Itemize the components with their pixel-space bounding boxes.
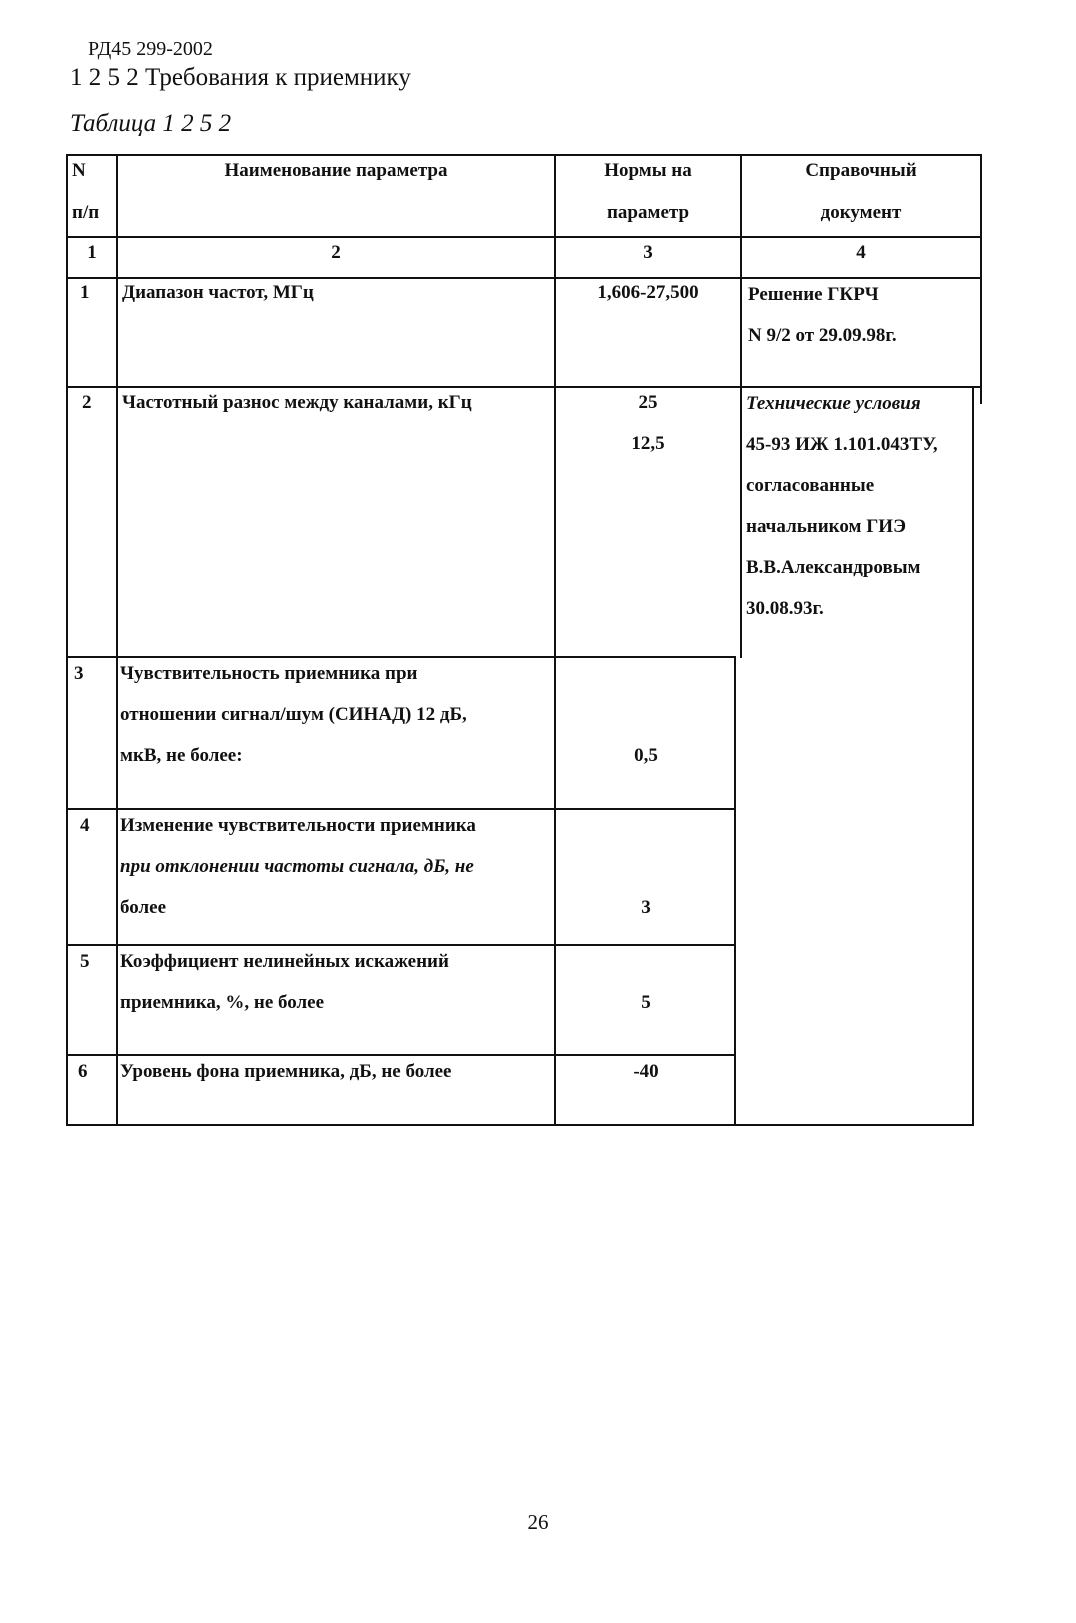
document-code: РД45 299-2002 [88,38,213,60]
row-2-reference: Технические условия 45-93 ИЖ 1.101.043ТУ, согласованные начальником ГИЭ В.В.Александровым 30.08.93г. [746,393,938,619]
col-number-3: 3 [643,242,653,263]
table-border-right [980,154,982,404]
col-number-1: 1 [87,242,97,263]
row-3-number: 3 [74,663,84,684]
row-5-number: 5 [80,951,90,972]
row-6-parameter-name: Уровень фона приемника, дБ, не более [120,1061,452,1082]
row-5-norm: 5 [641,992,651,1013]
row-5-parameter-name: Коэффициент нелинейных искажений приемника, %, не более [120,951,449,1013]
page-number: 26 [527,1510,549,1534]
row-4-number: 4 [80,815,90,836]
col-divider-1 [116,154,118,1126]
header-reference: Справочный документ [805,160,917,223]
table-border-right-lower [972,388,974,1126]
row-4-parameter-name: Изменение чувствительности приемника при отклонении частоты сигнала, дБ, не более [120,815,476,918]
header-number: N п/п [72,160,100,223]
header-norm: Нормы на параметр [604,160,692,223]
col-number-2: 2 [331,242,341,263]
row-1-parameter-name: Диапазон частот, МГц [122,282,314,303]
col-number-4: 4 [856,242,866,263]
row-6-norm: -40 [633,1061,659,1082]
row-1-norm: 1,606-27,500 [597,282,699,303]
section-title: 1 2 5 2 Требования к приемнику [70,64,411,91]
row-4-norm: 3 [641,897,651,918]
row-6-number: 6 [78,1061,88,1082]
row-1-reference: Решение ГКРЧ N 9/2 от 29.09.98г. [748,284,897,346]
table-caption: Таблица 1 2 5 2 [70,110,232,137]
row-2-number: 2 [82,392,92,413]
row-2-parameter-name: Частотный разнос между каналами, кГц [122,392,472,413]
row-3-parameter-name: Чувствительность приемника при отношении сигнал/шум (СИНАД) 12 дБ, мкВ, не более: [120,663,467,766]
header-parameter-name: Наименование параметра [224,160,448,181]
row-1-number: 1 [80,282,90,303]
row-2-norm: 25 12,5 [631,392,665,454]
table-border-left [66,154,68,1126]
row-3-norm: 0,5 [634,745,658,766]
table-border-bottom [66,1124,974,1126]
